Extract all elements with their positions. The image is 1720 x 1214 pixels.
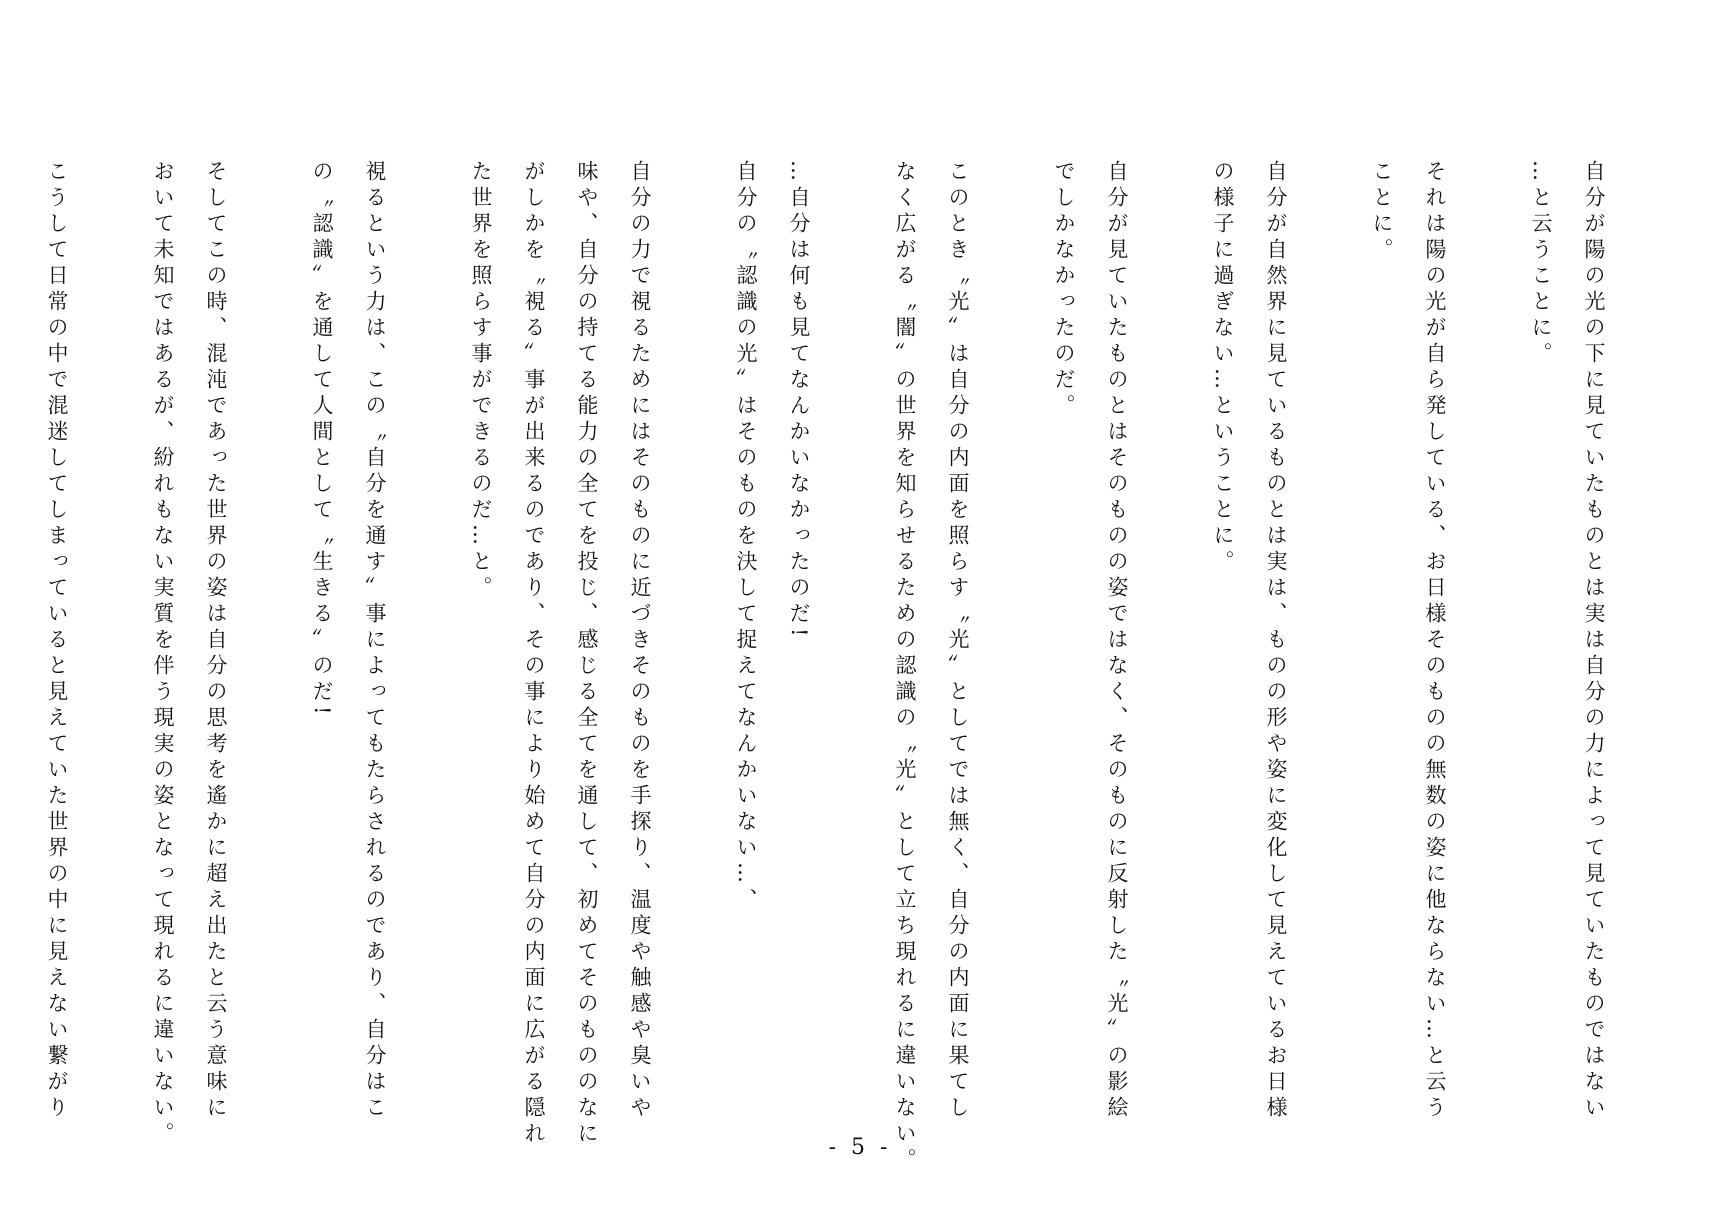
blank-line [242, 160, 295, 1090]
text-line: 自分の〝認識の光〟はそのものを決して捉えてなんかいない…、 [734, 160, 758, 914]
text-line: それは陽の光が自ら発している、お日様そのものの無数の姿に他ならない…と云う [1423, 160, 1447, 1122]
text-line: の様子に過ぎない…ということに。 [1211, 160, 1235, 576]
text-line: 自分が陽の光の下に見ていたものとは実は自分の力によって見ていたものではない [1582, 160, 1606, 1122]
text-line: の〝認識〟を通して人間として〝生きる〟のだ! [310, 160, 334, 720]
text-line: こうして日常の中で混迷してしまっていると見えていた世界の中に見えない繋がり [45, 160, 69, 1122]
text-line: なく広がる〝闇〟の世界を知らせるための認識の〝光〟として立ち現れるに違いない。 [893, 160, 917, 1174]
text-line: た世界を照らす事ができるのだ…と。 [469, 160, 493, 602]
page-number: - 5 - [828, 1135, 892, 1160]
blank-line [1302, 160, 1355, 1090]
text-line: がしかを〝視る〟事が出来るのであり、その事により始めて自分の内面に広がる隠れ [522, 160, 546, 1148]
blank-line [83, 160, 136, 1090]
blank-line [984, 160, 1037, 1090]
text-line: でしかなかったのだ。 [1052, 160, 1076, 420]
text-line: 自分が見ていたものとはそのものの姿ではなく、そのものに反射した〝光〟の影絵 [1105, 160, 1129, 1122]
text-line: …自分は何も見てなんかいなかったのだ! [787, 160, 811, 642]
blank-line [1461, 160, 1514, 1090]
text-line: おいて未知ではあるが、紛れもない実質を伴う現実の姿となって現れるに違いない。 [151, 160, 175, 1148]
text-line: …と云うことに。 [1529, 160, 1553, 368]
text-line: ことに。 [1370, 160, 1394, 264]
blank-line [666, 160, 719, 1090]
blank-line [825, 160, 878, 1090]
vertical-text-body [45, 160, 1620, 1174]
blank-line [1143, 160, 1196, 1090]
blank-line [401, 160, 454, 1090]
text-line: そしてこの時、混沌であった世界の姿は自分の思考を遙かに超え出たと云う意味に [204, 160, 228, 1122]
text-line: このとき〝光〟は自分の内面を照らす〝光〟としてでは無く、自分の内面に果てし [946, 160, 970, 1122]
text-line: 味や、自分の持てる能力の全てを投じ、感じる全てを通して、初めてそのもののなに [575, 160, 599, 1148]
text-line: 自分の力で視るためにはそのものに近づきそのものを手探り、温度や触感や臭いや [628, 160, 652, 1122]
text-line: 視るという力は、この〝自分を通す〟事によってもたらされるのであり、自分はこ [363, 160, 387, 1122]
text-line: 自分が自然界に見ているものとは実は、ものの形や姿に変化して見えているお日様 [1264, 160, 1288, 1122]
